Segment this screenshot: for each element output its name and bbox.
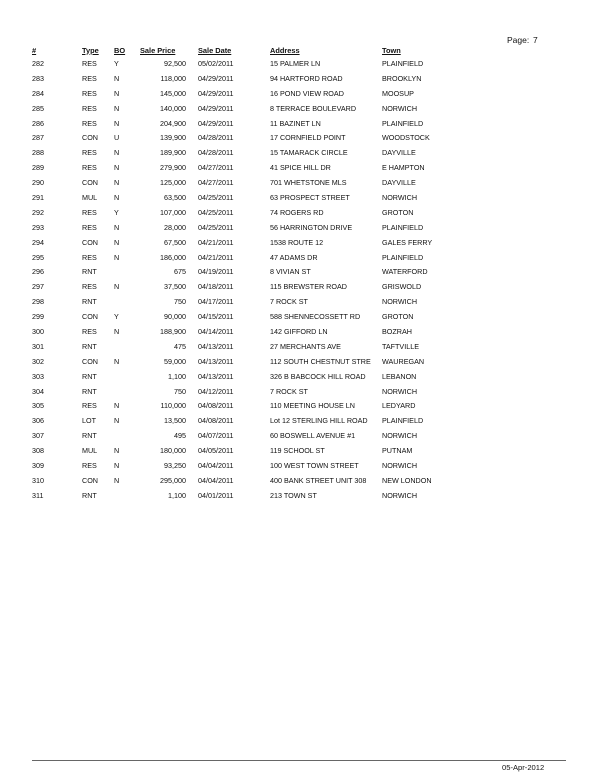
cell-number: 289: [32, 163, 44, 173]
cell-sale-price: 13,500: [164, 416, 186, 426]
cell-sale-date: 04/28/2011: [198, 133, 234, 143]
cell-town: GROTON: [382, 207, 414, 217]
cell-town: PLAINFIELD: [382, 252, 424, 262]
cell-type: RES: [82, 252, 97, 262]
cell-address: 41 SPICE HILL DR: [270, 163, 331, 173]
cell-sale-date: 04/29/2011: [198, 88, 234, 98]
cell-bo: N: [114, 103, 120, 113]
cell-number: 282: [32, 58, 44, 68]
cell-bo: N: [114, 118, 120, 128]
cell-address: 8 VIVIAN ST: [270, 267, 311, 277]
footer-date: 05-Apr-2012: [502, 763, 545, 772]
cell-bo: [114, 488, 140, 503]
cell-sale-date: 04/25/2011: [198, 222, 234, 232]
cell-bo: N: [114, 252, 120, 262]
cell-type: RES: [82, 222, 97, 232]
cell-address: 112 SOUTH CHESTNUT STRE: [270, 356, 371, 366]
cell-address: 47 ADAMS DR: [270, 252, 318, 262]
column-header-bo: BO: [114, 45, 126, 55]
cell-town: GALES FERRY: [382, 237, 433, 247]
cell-sale-date: 04/14/2011: [198, 326, 234, 336]
cell-type: RES: [82, 88, 97, 98]
cell-town: NORWICH: [382, 460, 418, 470]
cell-address: 110 MEETING HOUSE LN: [270, 401, 355, 411]
cell-sale-date: 04/29/2011: [198, 73, 234, 83]
cell-type: RES: [82, 326, 97, 336]
cell-sale-price: 750: [174, 297, 186, 307]
cell-type: CON: [82, 237, 98, 247]
cell-bo: N: [114, 237, 120, 247]
cell-address: 7 ROCK ST: [270, 297, 308, 307]
cell-type: RNT: [82, 431, 97, 441]
cell-type: RES: [82, 207, 97, 217]
cell-bo: N: [114, 163, 120, 173]
cell-address: 1538 ROUTE 12: [270, 237, 324, 247]
cell-bo: N: [114, 326, 120, 336]
cell-bo: N: [114, 192, 120, 202]
cell-sale-price: 495: [174, 431, 186, 441]
cell-address: 213 TOWN ST: [270, 490, 317, 500]
cell-bo: N: [114, 475, 120, 485]
cell-town: NORWICH: [382, 192, 418, 202]
cell-type: RNT: [82, 386, 97, 396]
cell-type: RNT: [82, 490, 97, 500]
cell-town: BROOKLYN: [382, 73, 422, 83]
table-row: [32, 250, 464, 265]
cell-number: 306: [32, 416, 44, 426]
cell-town: NORWICH: [382, 431, 418, 441]
cell-type: RNT: [82, 341, 97, 351]
cell-address: 15 TAMARACK CIRCLE: [270, 148, 348, 158]
cell-bo: Y: [114, 312, 119, 322]
cell-type: MUL: [82, 446, 98, 456]
cell-sale-date: 04/04/2011: [198, 475, 234, 485]
cell-town: NEW LONDON: [382, 475, 432, 485]
cell-town: PLAINFIELD: [382, 222, 424, 232]
cell-sale-price: 1,100: [168, 490, 186, 500]
cell-bo: N: [114, 416, 120, 426]
cell-address: Lot 12 STERLING HILL ROAD: [270, 416, 368, 426]
table-row: [32, 384, 464, 399]
cell-type: LOT: [82, 416, 96, 426]
cell-sale-price: 59,000: [164, 356, 186, 366]
page-number: 7: [533, 35, 538, 45]
cell-sale-date: 04/13/2011: [198, 356, 234, 366]
cell-sale-date: 04/15/2011: [198, 312, 234, 322]
cell-number: 307: [32, 431, 44, 441]
cell-number: 299: [32, 312, 44, 322]
cell-town: LEDYARD: [382, 401, 416, 411]
cell-town: TAFTVILLE: [382, 341, 420, 351]
cell-type: CON: [82, 475, 98, 485]
cell-bo: [114, 339, 140, 354]
cell-sale-date: 04/25/2011: [198, 192, 234, 202]
cell-type: RES: [82, 73, 97, 83]
cell-type: CON: [82, 178, 98, 188]
cell-number: 309: [32, 460, 44, 470]
cell-type: RES: [82, 460, 97, 470]
cell-sale-date: 04/21/2011: [198, 237, 234, 247]
cell-sale-price: 37,500: [164, 282, 186, 292]
cell-number: 283: [32, 73, 44, 83]
cell-bo: N: [114, 460, 120, 470]
table-row: [32, 488, 464, 503]
footer-divider: [32, 760, 566, 761]
cell-sale-date: 04/07/2011: [198, 431, 234, 441]
cell-sale-price: 63,500: [164, 192, 186, 202]
cell-bo: N: [114, 446, 120, 456]
table-row: [32, 145, 464, 160]
cell-address: 326 B BABCOCK HILL ROAD: [270, 371, 366, 381]
cell-sale-price: 118,000: [160, 73, 186, 83]
table-row: [32, 175, 464, 190]
column-header-sale-price: Sale Price: [140, 45, 176, 55]
table-row: [32, 160, 464, 175]
cell-number: 303: [32, 371, 44, 381]
cell-sale-date: 04/28/2011: [198, 148, 234, 158]
table-row: [32, 86, 464, 101]
table-row: [32, 339, 464, 354]
cell-sale-price: 186,000: [160, 252, 186, 262]
cell-sale-date: 04/27/2011: [198, 163, 234, 173]
cell-bo: [114, 428, 140, 443]
cell-sale-date: 04/12/2011: [198, 386, 234, 396]
cell-sale-date: 04/29/2011: [198, 103, 234, 113]
table-row: [32, 324, 464, 339]
cell-number: 311: [32, 490, 44, 500]
cell-town: PLAINFIELD: [382, 118, 424, 128]
cell-sale-price: 67,500: [164, 237, 186, 247]
cell-sale-date: 04/08/2011: [198, 416, 234, 426]
cell-sale-price: 180,000: [160, 446, 186, 456]
cell-type: RNT: [82, 267, 97, 277]
cell-address: 56 HARRINGTON DRIVE: [270, 222, 353, 232]
cell-number: 302: [32, 356, 44, 366]
table-row: [32, 190, 464, 205]
cell-type: CON: [82, 133, 98, 143]
cell-bo: Y: [114, 58, 119, 68]
cell-sale-price: 90,000: [164, 312, 186, 322]
cell-address: 119 SCHOOL ST: [270, 446, 325, 456]
cell-sale-date: 04/29/2011: [198, 118, 234, 128]
cell-town: DAYVILLE: [382, 148, 416, 158]
cell-bo: [114, 369, 140, 384]
cell-sale-price: 139,900: [160, 133, 186, 143]
cell-number: 301: [32, 341, 44, 351]
cell-bo: N: [114, 401, 120, 411]
cell-bo: N: [114, 356, 120, 366]
table-row: [32, 116, 464, 131]
table-row: [32, 56, 464, 71]
table-row: [32, 279, 464, 294]
cell-town: NORWICH: [382, 386, 418, 396]
column-header-type: Type: [82, 45, 99, 55]
table-row: [32, 220, 464, 235]
cell-address: 94 HARTFORD ROAD: [270, 73, 343, 83]
cell-type: RES: [82, 282, 97, 292]
cell-sale-date: 04/18/2011: [198, 282, 234, 292]
cell-bo: U: [114, 133, 120, 143]
cell-sale-price: 140,000: [160, 103, 186, 113]
cell-sale-date: 04/13/2011: [198, 371, 234, 381]
cell-sale-price: 675: [174, 267, 186, 277]
cell-address: 400 BANK STREET UNIT 308: [270, 475, 367, 485]
cell-number: 298: [32, 297, 44, 307]
cell-town: GRISWOLD: [382, 282, 422, 292]
cell-town: BOZRAH: [382, 326, 412, 336]
cell-bo: N: [114, 282, 120, 292]
cell-type: RES: [82, 401, 97, 411]
cell-number: 291: [32, 192, 44, 202]
cell-town: WAUREGAN: [382, 356, 425, 366]
cell-sale-price: 204,900: [160, 118, 186, 128]
cell-sale-date: 04/21/2011: [198, 252, 234, 262]
cell-type: CON: [82, 356, 98, 366]
cell-number: 293: [32, 222, 44, 232]
cell-address: 8 TERRACE BOULEVARD: [270, 103, 357, 113]
table-row: [32, 294, 464, 309]
cell-town: GROTON: [382, 312, 414, 322]
table-row: [32, 130, 464, 145]
page-label: Page:: [507, 35, 530, 45]
cell-number: 304: [32, 386, 44, 396]
table-row: [32, 369, 464, 384]
cell-address: 15 PALMER LN: [270, 58, 321, 68]
cell-sale-price: 92,500: [164, 58, 186, 68]
cell-sale-price: 188,900: [160, 326, 186, 336]
cell-bo: Y: [114, 207, 119, 217]
column-header-sale-date: Sale Date: [198, 45, 232, 55]
cell-sale-price: 295,000: [160, 475, 186, 485]
cell-bo: N: [114, 88, 120, 98]
cell-address: 115 BREWSTER ROAD: [270, 282, 347, 292]
cell-town: PLAINFIELD: [382, 416, 424, 426]
column-header-town: Town: [382, 45, 401, 55]
cell-sale-price: 475: [174, 341, 186, 351]
cell-sale-price: 189,900: [160, 148, 186, 158]
cell-town: MOOSUP: [382, 88, 414, 98]
cell-type: RES: [82, 163, 97, 173]
table-row: [32, 458, 464, 473]
cell-number: 284: [32, 88, 44, 98]
cell-number: 287: [32, 133, 44, 143]
cell-type: RES: [82, 58, 97, 68]
cell-sale-price: 145,000: [160, 88, 186, 98]
cell-number: 300: [32, 326, 44, 336]
cell-type: RES: [82, 118, 97, 128]
cell-town: NORWICH: [382, 297, 418, 307]
cell-sale-price: 28,000: [164, 222, 186, 232]
cell-address: 60 BOSWELL AVENUE #1: [270, 431, 356, 441]
cell-town: LEBANON: [382, 371, 417, 381]
cell-sale-price: 93,250: [164, 460, 186, 470]
cell-number: 295: [32, 252, 44, 262]
table-row: [32, 71, 464, 86]
cell-address: 16 POND VIEW ROAD: [270, 88, 344, 98]
cell-type: CON: [82, 312, 98, 322]
cell-number: 290: [32, 178, 44, 188]
cell-address: 74 ROGERS RD: [270, 207, 324, 217]
cell-sale-date: 04/19/2011: [198, 267, 234, 277]
cell-number: 286: [32, 118, 44, 128]
cell-address: 588 SHENNECOSSETT RD: [270, 312, 361, 322]
cell-sale-price: 125,000: [160, 178, 186, 188]
cell-bo: N: [114, 148, 120, 158]
cell-address: 7 ROCK ST: [270, 386, 308, 396]
table-row: [32, 309, 464, 324]
cell-sale-price: 1,100: [168, 371, 186, 381]
table-header-row: [32, 44, 464, 56]
cell-sale-date: 04/08/2011: [198, 401, 234, 411]
table-row: [32, 413, 464, 428]
cell-bo: [114, 264, 140, 279]
table-row: [32, 428, 464, 443]
cell-sale-date: 04/13/2011: [198, 341, 234, 351]
cell-number: 310: [32, 475, 44, 485]
table-row: [32, 205, 464, 220]
cell-sale-price: 110,000: [160, 401, 186, 411]
cell-sale-date: 04/27/2011: [198, 178, 234, 188]
cell-bo: N: [114, 178, 120, 188]
cell-town: WOODSTOCK: [382, 133, 430, 143]
cell-number: 296: [32, 267, 44, 277]
table-row: [32, 443, 464, 458]
cell-town: E HAMPTON: [382, 163, 425, 173]
cell-sale-date: 04/05/2011: [198, 446, 234, 456]
cell-sale-date: 04/17/2011: [198, 297, 234, 307]
cell-bo: N: [114, 222, 120, 232]
cell-address: 17 CORNFIELD POINT: [270, 133, 346, 143]
cell-address: 142 GIFFORD LN: [270, 326, 328, 336]
cell-type: RES: [82, 148, 97, 158]
cell-bo: N: [114, 73, 120, 83]
cell-type: RNT: [82, 371, 97, 381]
cell-town: NORWICH: [382, 103, 418, 113]
cell-type: RES: [82, 103, 97, 113]
cell-sale-date: 04/01/2011: [198, 490, 234, 500]
cell-number: 294: [32, 237, 44, 247]
cell-address: 63 PROSPECT STREET: [270, 192, 350, 202]
cell-number: 285: [32, 103, 44, 113]
cell-number: 305: [32, 401, 44, 411]
cell-address: 100 WEST TOWN STREET: [270, 460, 359, 470]
cell-sale-date: 04/04/2011: [198, 460, 234, 470]
cell-number: 292: [32, 207, 44, 217]
table-row: [32, 354, 464, 369]
sales-table: [32, 44, 464, 503]
cell-bo: [114, 294, 140, 309]
cell-number: 297: [32, 282, 44, 292]
cell-sale-date: 04/25/2011: [198, 207, 234, 217]
table-row: [32, 101, 464, 116]
column-header-address: Address: [270, 45, 300, 55]
cell-address: 11 BAZINET LN: [270, 118, 321, 128]
cell-town: DAYVILLE: [382, 178, 416, 188]
cell-town: NORWICH: [382, 490, 418, 500]
table-row: [32, 398, 464, 413]
table-row: [32, 473, 464, 488]
cell-town: PUTNAM: [382, 446, 413, 456]
cell-sale-price: 750: [174, 386, 186, 396]
column-header-number: #: [32, 45, 37, 55]
table-row: [32, 235, 464, 250]
cell-address: 27 MERCHANTS AVE: [270, 341, 341, 351]
cell-number: 308: [32, 446, 44, 456]
cell-bo: [114, 384, 140, 399]
cell-sale-date: 05/02/2011: [198, 58, 234, 68]
cell-sale-price: 279,900: [160, 163, 186, 173]
table-row: [32, 264, 464, 279]
cell-town: PLAINFIELD: [382, 58, 424, 68]
cell-sale-price: 107,000: [160, 207, 186, 217]
cell-address: 701 WHETSTONE MLS: [270, 178, 347, 188]
cell-number: 288: [32, 148, 44, 158]
cell-type: RNT: [82, 297, 97, 307]
cell-town: WATERFORD: [382, 267, 428, 277]
cell-type: MUL: [82, 192, 98, 202]
